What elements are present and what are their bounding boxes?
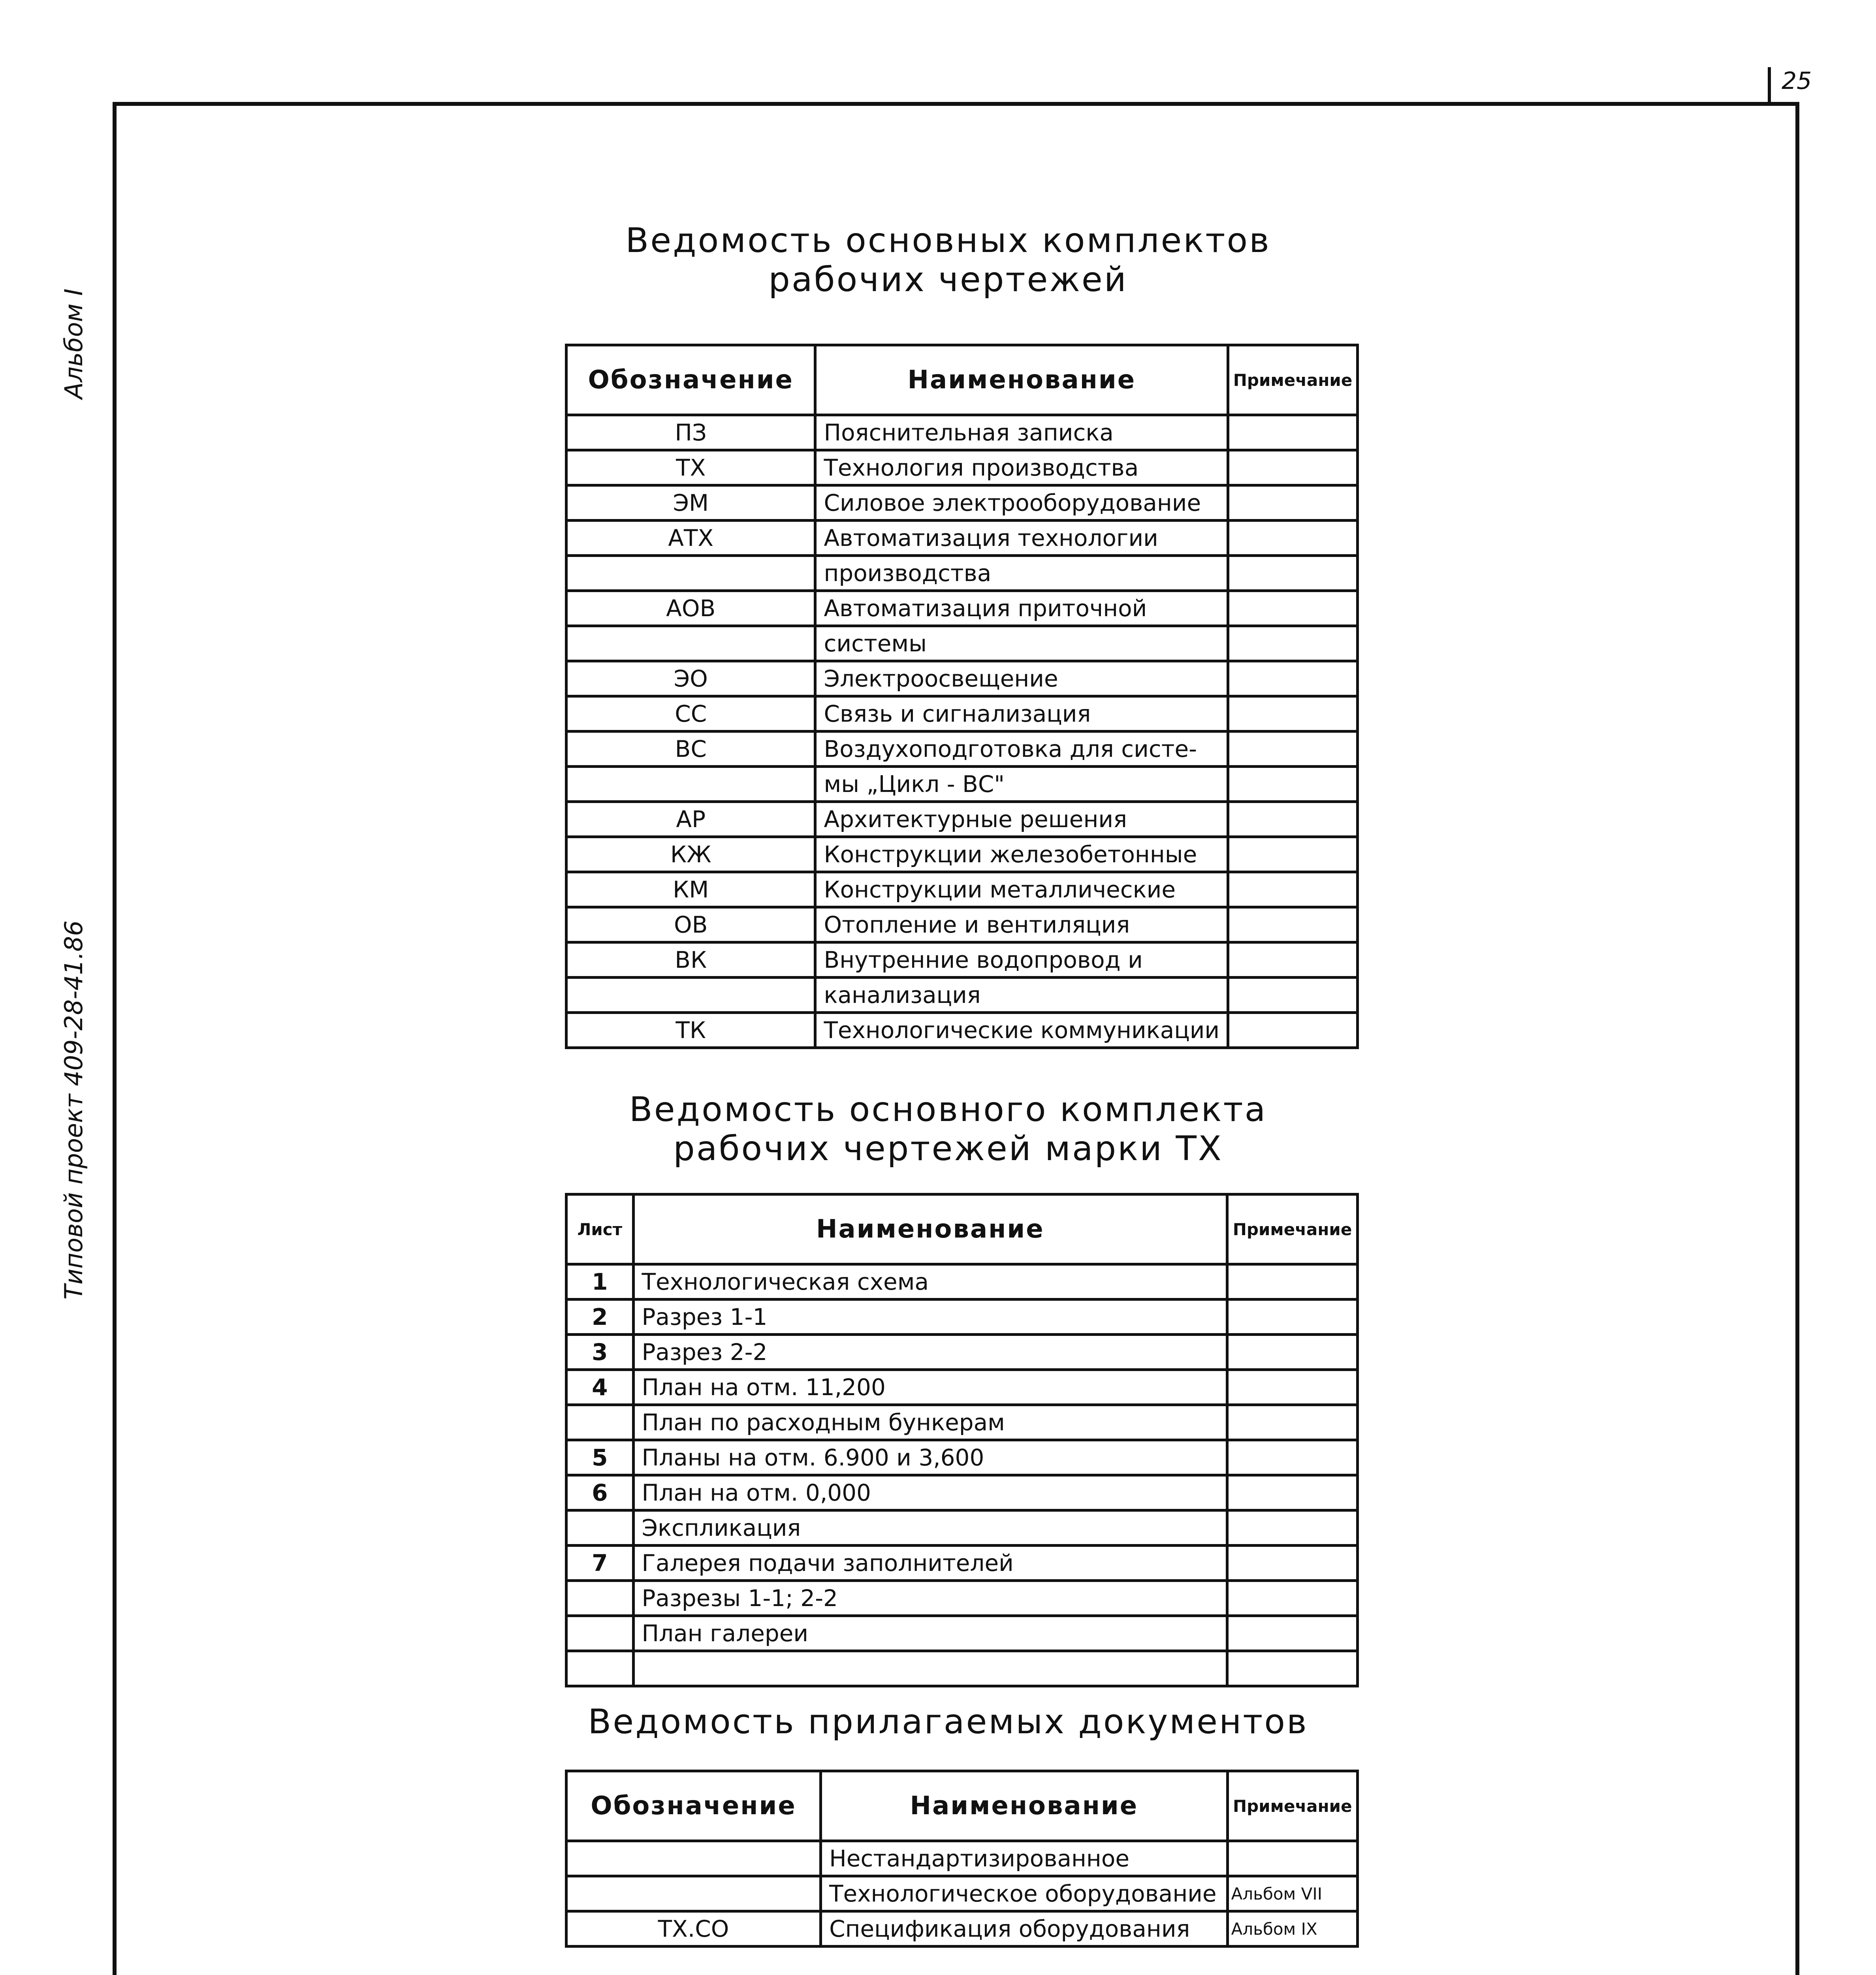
table2-header-row	[566, 1194, 1358, 1264]
table1-code-cell: ЭМ	[566, 485, 815, 521]
table1-note-cell	[1228, 872, 1358, 907]
table1-row	[566, 767, 1358, 802]
table2-name-cell: План на отм. 0,000	[633, 1475, 1227, 1510]
table2-row	[566, 1651, 1358, 1686]
table3-title: Ведомость прилагаемых документов	[588, 1702, 1308, 1742]
table3-header-note: Примечание	[1227, 1771, 1357, 1841]
table1-code-cell	[566, 556, 815, 591]
table3-row	[566, 1876, 1358, 1911]
table1-note-cell	[1228, 591, 1358, 626]
table1-name-cell: Технология производства	[815, 450, 1228, 485]
table2-row	[566, 1300, 1358, 1335]
table1-row	[566, 802, 1358, 837]
table2-name-cell: План по расходным бункерам	[633, 1405, 1227, 1440]
table3-header-row	[566, 1771, 1358, 1841]
table1-code-cell	[566, 978, 815, 1013]
table1-note-cell	[1228, 837, 1358, 872]
table2-note-cell	[1227, 1651, 1358, 1686]
table2-sheet-cell: 5	[566, 1440, 634, 1475]
table1-code-cell: ВС	[566, 732, 815, 767]
table1-row	[566, 978, 1358, 1013]
table1-note-cell	[1228, 767, 1358, 802]
table1-name-cell: Силовое электрооборудование	[815, 485, 1228, 521]
table2-note-cell	[1227, 1300, 1358, 1335]
table3-note-cell: Альбом VII	[1227, 1876, 1357, 1911]
table1-code-cell	[566, 767, 815, 802]
table3-row	[566, 1841, 1358, 1876]
table1-row	[566, 732, 1358, 767]
table1-code-cell: ВК	[566, 942, 815, 978]
table3-header-name: Наименование	[821, 1771, 1228, 1841]
table1-code-cell: ТХ	[566, 450, 815, 485]
table1-name-cell: канализация	[815, 978, 1228, 1013]
table1-code-cell: КЖ	[566, 837, 815, 872]
table3	[565, 1770, 1359, 1948]
table2-row	[566, 1475, 1358, 1510]
table1-row	[566, 942, 1358, 978]
table1-row	[566, 837, 1358, 872]
table2-note-cell	[1227, 1510, 1358, 1546]
table1-note-cell	[1228, 450, 1358, 485]
table3-code-cell	[566, 1876, 821, 1911]
table2-header-note: Примечание	[1227, 1194, 1358, 1264]
table3-note-cell: Альбом IX	[1227, 1911, 1357, 1947]
table1-title: Ведомость основных комплектов рабочих чертежей	[625, 221, 1271, 299]
table1-name-cell: Связь и сигнализация	[815, 696, 1228, 732]
table1-note-cell	[1228, 1013, 1358, 1048]
table2-name-cell: Экспликация	[633, 1510, 1227, 1546]
table1-code-cell: ОВ	[566, 907, 815, 942]
table2-sheet-cell	[566, 1581, 634, 1616]
table3-code-cell: ТХ.СО	[566, 1911, 821, 1947]
table1-header-note: Примечание	[1228, 345, 1358, 415]
table2-row	[566, 1335, 1358, 1370]
table2-note-cell	[1227, 1405, 1358, 1440]
table2-note-cell	[1227, 1370, 1358, 1405]
table1-name-cell: мы „Цикл - ВС"	[815, 767, 1228, 802]
table1-note-cell	[1228, 485, 1358, 521]
table2-name-cell: Галерея подачи заполнителей	[633, 1546, 1227, 1581]
project-label: Типовой проект 409-28-41.86	[59, 920, 88, 1300]
table1-code-cell: АТХ	[566, 521, 815, 556]
table1-name-cell: Автоматизация технологии	[815, 521, 1228, 556]
table2	[565, 1193, 1359, 1687]
table1-note-cell	[1228, 732, 1358, 767]
table3-header-code: Обозначение	[566, 1771, 821, 1841]
table3-row	[566, 1911, 1358, 1947]
table2-sheet-cell	[566, 1510, 634, 1546]
table1-code-cell	[566, 626, 815, 661]
table2-row	[566, 1264, 1358, 1300]
table1-code-cell: АОВ	[566, 591, 815, 626]
table2-sheet-cell	[566, 1616, 634, 1651]
table2-name-cell: Разрез 1-1	[633, 1300, 1227, 1335]
album-label: Альбом I	[59, 288, 88, 399]
table2-note-cell	[1227, 1546, 1358, 1581]
table1-code-cell: СС	[566, 696, 815, 732]
table1-note-cell	[1228, 661, 1358, 696]
table2-header-sheet: Лист	[566, 1194, 634, 1264]
table1-row	[566, 485, 1358, 521]
table1-row	[566, 450, 1358, 485]
table2-sheet-cell: 1	[566, 1264, 634, 1300]
table2-name-cell: Технологическая схема	[633, 1264, 1227, 1300]
table2-note-cell	[1227, 1440, 1358, 1475]
table1-name-cell: Воздухоподготовка для систе-	[815, 732, 1228, 767]
table1-note-cell	[1228, 626, 1358, 661]
table2-name-cell: План на отм. 11,200	[633, 1370, 1227, 1405]
table1-name-cell: Отопление и вентиляция	[815, 907, 1228, 942]
table1-name-cell: Технологические коммуникации	[815, 1013, 1228, 1048]
table1-name-cell: Внутренние водопровод и	[815, 942, 1228, 978]
table1-note-cell	[1228, 556, 1358, 591]
table1-code-cell: ПЗ	[566, 415, 815, 450]
table2-sheet-cell	[566, 1651, 634, 1686]
frame-tab	[1768, 67, 1771, 105]
table2-note-cell	[1227, 1264, 1358, 1300]
table1-code-cell: ЭО	[566, 661, 815, 696]
table2-sheet-cell: 7	[566, 1546, 634, 1581]
table1-name-cell: Конструкции железобетонные	[815, 837, 1228, 872]
table2-sheet-cell	[566, 1405, 634, 1440]
table2-row	[566, 1405, 1358, 1440]
table2-row	[566, 1370, 1358, 1405]
table1-row	[566, 521, 1358, 556]
page-number: 25	[1782, 67, 1812, 95]
table1-row	[566, 556, 1358, 591]
table1-name-cell: Электроосвещение	[815, 661, 1228, 696]
table1-row	[566, 696, 1358, 732]
table2-row	[566, 1581, 1358, 1616]
table1-row	[566, 907, 1358, 942]
table1-note-cell	[1228, 907, 1358, 942]
table1-code-cell: КМ	[566, 872, 815, 907]
table2-note-cell	[1227, 1581, 1358, 1616]
table1-code-cell: ТК	[566, 1013, 815, 1048]
table2-note-cell	[1227, 1475, 1358, 1510]
table1-header-name: Наименование	[815, 345, 1228, 415]
table1-name-cell: Архитектурные решения	[815, 802, 1228, 837]
table2-name-cell: Разрез 2-2	[633, 1335, 1227, 1370]
table1-name-cell: Конструкции металлические	[815, 872, 1228, 907]
table2-note-cell	[1227, 1335, 1358, 1370]
table2-sheet-cell: 6	[566, 1475, 634, 1510]
table2-row	[566, 1616, 1358, 1651]
table1-row	[566, 415, 1358, 450]
table1-name-cell: Пояснительная записка	[815, 415, 1228, 450]
table2-note-cell	[1227, 1616, 1358, 1651]
table1-row	[566, 591, 1358, 626]
table1-note-cell	[1228, 942, 1358, 978]
table3-name-cell: Нестандартизированное	[821, 1841, 1228, 1876]
table1-note-cell	[1228, 415, 1358, 450]
table2-header-name: Наименование	[633, 1194, 1227, 1264]
table1-note-cell	[1228, 696, 1358, 732]
table2-sheet-cell: 2	[566, 1300, 634, 1335]
table2-name-cell: План галереи	[633, 1616, 1227, 1651]
table1-code-cell: АР	[566, 802, 815, 837]
table3-name-cell: Спецификация оборудования	[821, 1911, 1228, 1947]
table1	[565, 344, 1359, 1049]
table1-name-cell: системы	[815, 626, 1228, 661]
table2-row	[566, 1440, 1358, 1475]
table1-name-cell: Автоматизация приточной	[815, 591, 1228, 626]
table1-note-cell	[1228, 802, 1358, 837]
table1-header-row	[566, 345, 1358, 415]
table2-sheet-cell: 4	[566, 1370, 634, 1405]
table1-row	[566, 626, 1358, 661]
table3-note-cell	[1227, 1841, 1357, 1876]
table2-row	[566, 1546, 1358, 1581]
table3-name-cell: Технологическое оборудование	[821, 1876, 1228, 1911]
table2-name-cell	[633, 1651, 1227, 1686]
table1-note-cell	[1228, 978, 1358, 1013]
table2-name-cell: Планы на отм. 6.900 и 3,600	[633, 1440, 1227, 1475]
table2-title: Ведомость основного комплекта рабочих чертежей марки ТХ	[629, 1090, 1267, 1168]
table1-row	[566, 872, 1358, 907]
table3-code-cell	[566, 1841, 821, 1876]
table1-name-cell: производства	[815, 556, 1228, 591]
table1-row	[566, 661, 1358, 696]
table1-row	[566, 1013, 1358, 1048]
table2-row	[566, 1510, 1358, 1546]
table1-header-code: Обозначение	[566, 345, 815, 415]
table2-sheet-cell: 3	[566, 1335, 634, 1370]
table2-name-cell: Разрезы 1-1; 2-2	[633, 1581, 1227, 1616]
table1-note-cell	[1228, 521, 1358, 556]
